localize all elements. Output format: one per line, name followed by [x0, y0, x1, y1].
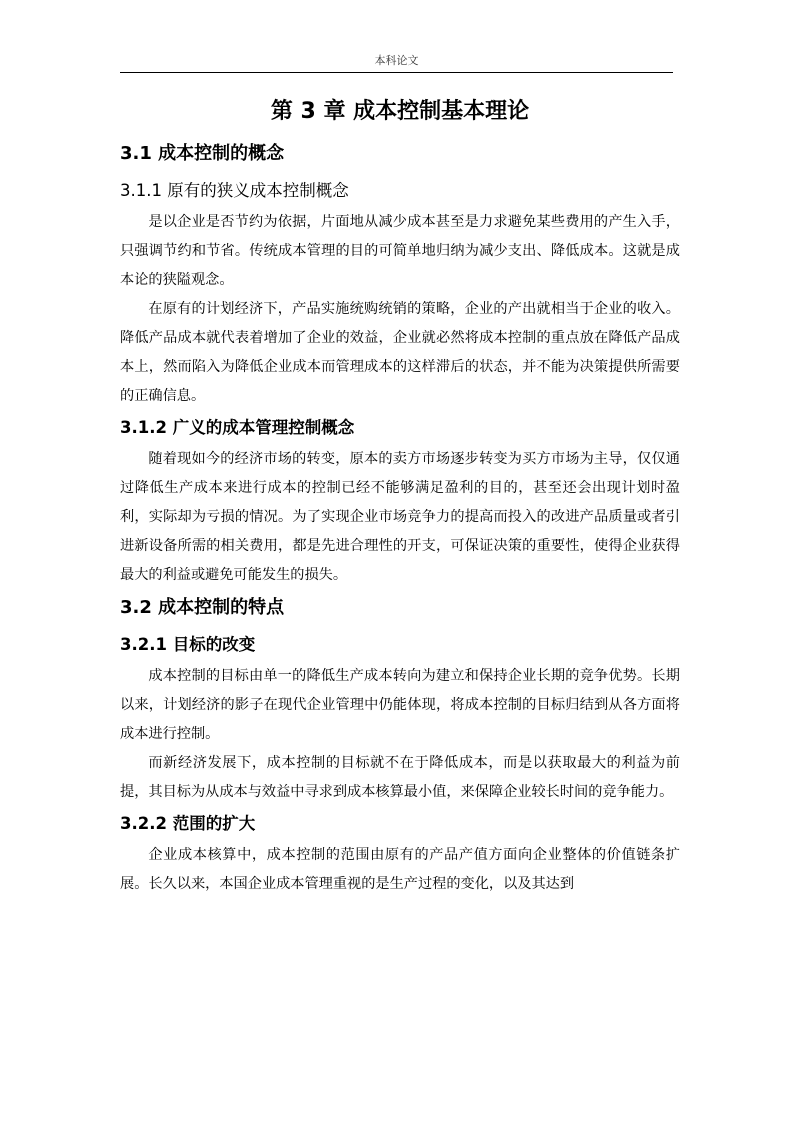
section-heading-3-2: 3.2 成本控制的特点 — [120, 597, 285, 618]
section-heading-3-1-1: 3.1.1 原有的狭义成本控制概念 — [120, 181, 349, 200]
paragraph-3-1-2-a: 随着现如今的经济市场的转变，原本的卖方市场逐步转变为买方市场为主导，仅仅通过降低生产成本来进行成本的控制已经不能够满足盈利的目的，甚至还会出现计划时盈利，实际却为亏损的情况。为了实现企业市场竞争力的提高而投入的改进产品质量或者引进新设备所需的相关费用，都是先进合理性的开支，可保证决策的重要性，使得企业获得最大的利益或避免可能发生的损失。 — [120, 451, 680, 583]
section-heading-3-2-2: 3.2.2 范围的扩大 — [120, 814, 256, 833]
paragraph-3-1-1-a: 是以企业是否节约为依据，片面地从减少成本甚至是力求避免某些费用的产生入手，只强调节约和节省。传统成本管理的目的可简单地归纳为减少支出、降低成本。这就是成本论的狭隘观念。 — [120, 214, 680, 288]
header-divider — [120, 72, 673, 73]
page-content — [120, 96, 680, 899]
section-heading-3-1-2: 3.1.2 广义的成本管理控制概念 — [120, 418, 355, 437]
chapter-title: 第 3 章 成本控制基本理论 — [270, 99, 530, 124]
section-heading-3-1: 3.1 成本控制的概念 — [120, 143, 285, 164]
paragraph-3-2-1-a: 成本控制的目标由单一的降低生产成本转向为建立和保持企业长期的竞争优势。长期以来，计划经济的影子在现代企业管理中仍能体现，将成本控制的目标归结到从各方面将成本进行控制。 — [120, 668, 680, 742]
running-header: 本科论文 — [374, 54, 419, 67]
paragraph-3-2-2-a: 企业成本核算中，成本控制的范围由原有的产品产值方面向企业整体的价值链条扩展。长久以来，本国企业成本管理重视的是生产过程的变化，以及其达到 — [120, 847, 680, 892]
section-heading-3-2-1: 3.2.1 目标的改变 — [120, 635, 256, 654]
paragraph-3-1-1-b: 在原有的计划经济下，产品实施统购统销的策略，企业的产出就相当于企业的收入。降低产品成本就代表着增加了企业的效益，企业就必然将成本控制的重点放在降低产品成本上，然而陷入为降低企业成本而管理成本的这样滞后的状态，并不能为决策提供所需要的正确信息。 — [120, 301, 680, 404]
paragraph-3-2-1-b: 而新经济发展下，成本控制的目标就不在于降低成本，而是以获取最大的利益为前提，其目标为从成本与效益中寻求到成本核算最小值，来保障企业较长时间的竞争能力。 — [120, 755, 680, 800]
